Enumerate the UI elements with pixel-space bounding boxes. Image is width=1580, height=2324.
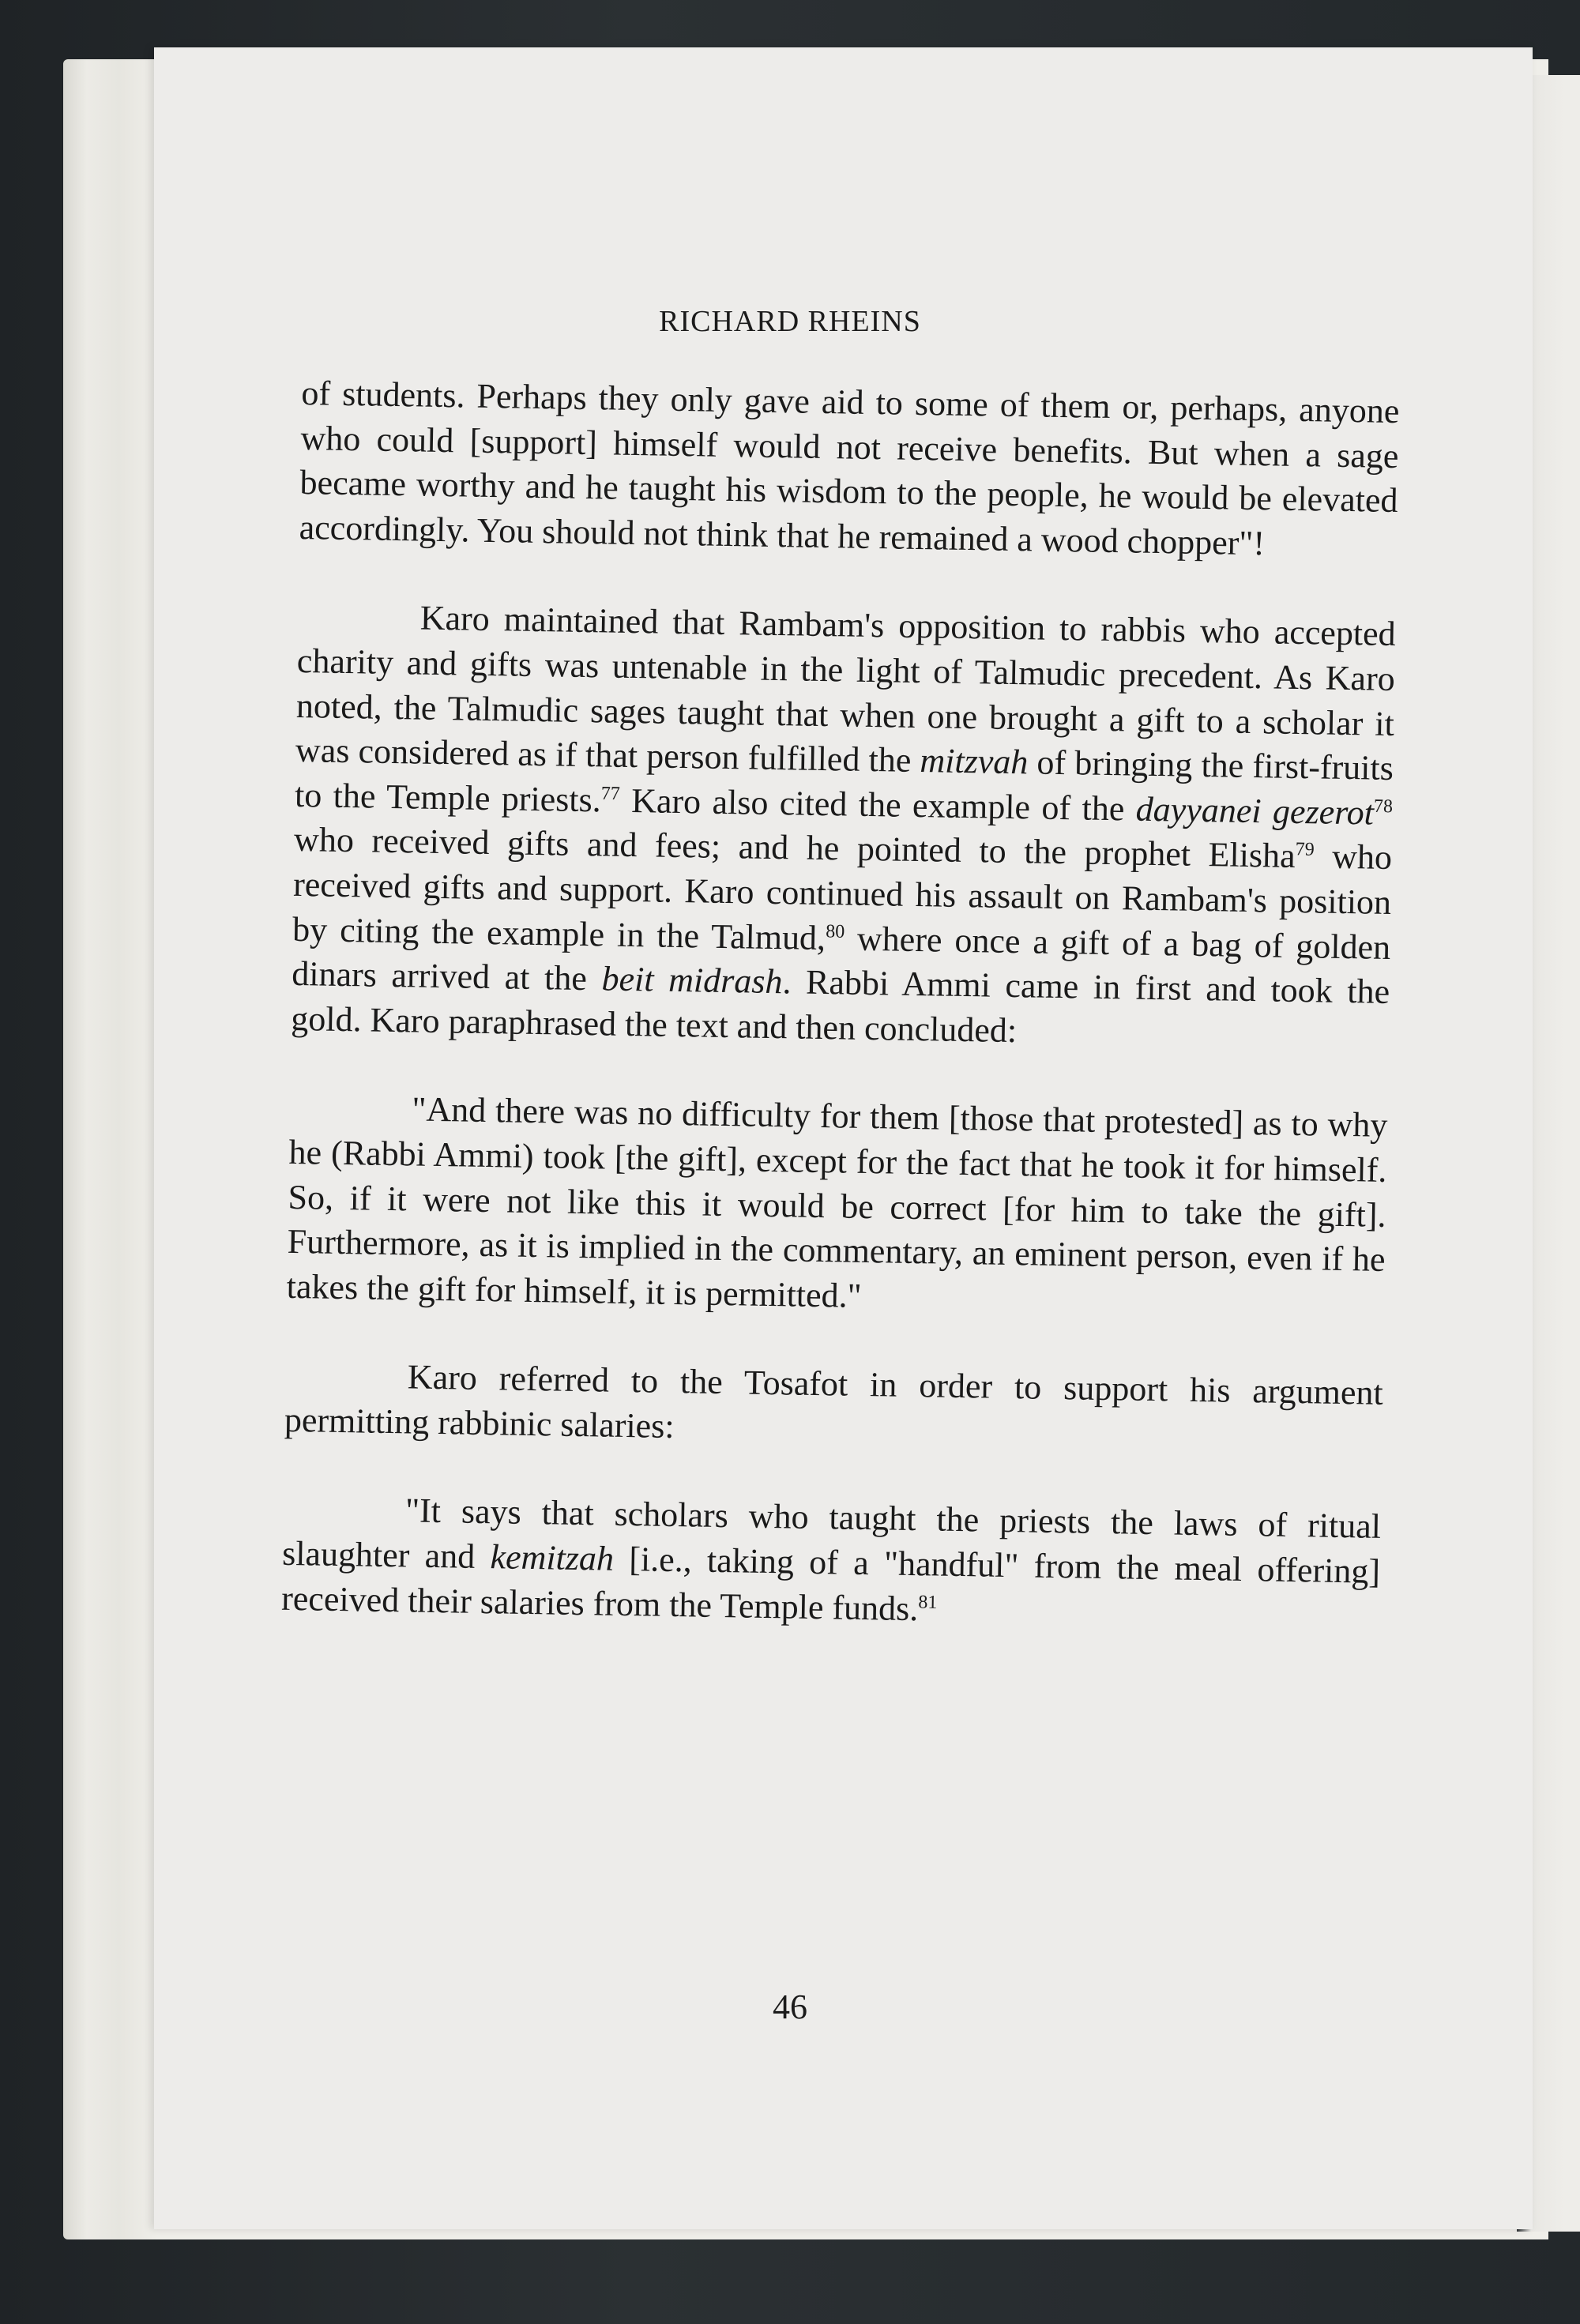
- page-number: 46: [773, 1987, 807, 2026]
- block-quote-2-text-b: [i.e., taking of a "handful" from the meal offering] received their salaries from the Temple funds.: [280, 1539, 1381, 1628]
- term-beit-midrash: beit midrash: [601, 959, 783, 1002]
- paragraph-2-text-e: who received gifts and support. Karo continued his assault on Rambam's position by citing the example in the Talmud,: [292, 837, 1393, 957]
- footnote-ref-77: 77: [600, 783, 621, 804]
- term-kemitzah: kemitzah: [490, 1537, 615, 1578]
- footnote-ref-80: 80: [825, 920, 845, 942]
- block-quote-1: "And there was no difficulty for them [those that protested] as to why he (Rabbi Ammi) took [the gift], except for the fact that he took it for himself. So, if it were not like this it would be correct [for him to take the gift]. Furthermore, as it is implied in the commentary, an eminent person, even if he takes the gift for himself, it is permitted.": [286, 1089, 1388, 1315]
- paragraph-2-text-b: of bringing the first-fruits to the Temple priests.: [294, 743, 1394, 820]
- paragraph-2-text-c: Karo also cited the example of the: [619, 780, 1137, 829]
- footnote-ref-79: 79: [1295, 839, 1315, 861]
- term-mitzvah: mitzvah: [920, 741, 1029, 782]
- term-dayyanei-gezerot: dayyanei gezerot: [1135, 789, 1375, 833]
- paragraph-1: of students. Perhaps they only gave aid to some of them or, perhaps, anyone who could [support] himself would not receive benefits. But when a sage became worthy and he taught his wisdom to the people, he would be elevated accordingly. You should not think that he remained a wood chopper"!: [299, 373, 1400, 563]
- block-quote-2-text-a: "It says that scholars who taught the priests the laws of ritual slaughter and: [281, 1491, 1382, 1577]
- paragraph-3: Karo referred to the Tosafot in order to support his argument permitting rabbinic salaries:: [284, 1357, 1384, 1446]
- footnote-ref-81: 81: [918, 1592, 938, 1613]
- paragraph-2-text-d: who received gifts and fees; and he pointed to the prophet Elisha: [293, 820, 1296, 876]
- paragraph-2: [291, 594, 1396, 1059]
- block-quote-2: [281, 1487, 1382, 1639]
- page-body: [281, 371, 1400, 1639]
- paragraph-2-text-f: where once a gift of a bag of golden dinars arrived at the: [291, 919, 1391, 998]
- footnote-ref-78: 78: [1373, 795, 1394, 818]
- paragraph-2-text-a: Karo maintained that Rambam's opposition to rabbis who accepted charity and gifts was untenable in the light of Talmudic precedent. As Karo noted, the Talmudic sages taught that when one brought a gift to a scholar it was considered as if that person fulfilled the: [295, 598, 1397, 780]
- running-head: RICHARD RHEINS: [659, 305, 921, 338]
- paragraph-2-text-g: . Rabbi Ammi came in first and took the gold. Karo paraphrased the text and then concluded:: [291, 962, 1390, 1050]
